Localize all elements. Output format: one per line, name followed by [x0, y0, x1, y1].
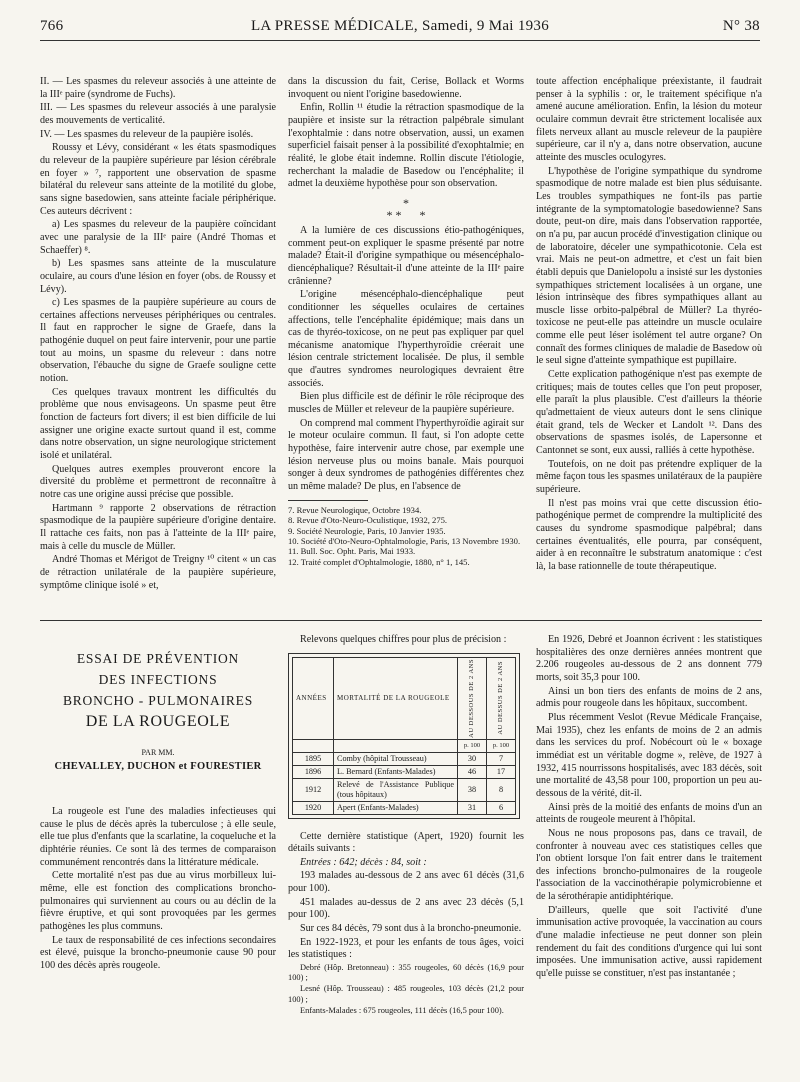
under-2-cell: 30	[458, 752, 487, 765]
paragraph: Cette mortalité n'est pas due au virus morbilleux lui-même, elle est fonction des complications broncho-pulmonaires qui surviennent au cours ou au déclin de la fièvre éruptive, et qui sont provoquées par les germes pathogènes les plus communs.	[40, 870, 276, 932]
paragraph: Nous ne nous proposons pas, dans ce travail, de confronter à nouveau avec ces statistiques celles que l'on obtient lorsque l'on fait entrer dans le traitement des infections broncho-pulmonaires de la rougeole l'association de la vaccinothérapie polymicrobienne et de la sérothérapie antidiphtérique.	[536, 827, 762, 903]
source-cell: L. Bernard (Enfants-Malades)	[334, 765, 458, 778]
col-header-under-2: AU DESSOUS DE 2 ANS	[458, 657, 487, 739]
paragraph: On comprend mal comment l'hyperthyroïdie agirait sur le moteur oculaire commun. Il faut, si l'on adopte cette hypothèse, faire intervenir autre chose, par exemple une lésion nerveuse plus ou moins banale. Mais pourquoi songer à deux syndromes de pathogénies différentes chez un même malade? De plus, en l'absence de	[288, 417, 524, 493]
top-column-2	[288, 76, 524, 616]
table-row	[293, 801, 516, 814]
paragraph: A la lumière de ces discussions étio-pathogéniques, comment peut-on expliquer le spasme présenté par notre malade? Était-il d'origine sympathique ou mésencéphalo-diencéphalique? Résultait-il d'une atteinte de la IIIᵉ paire crânienne?	[288, 224, 524, 287]
top-column-1	[40, 76, 276, 614]
paragraph: c) Les spasmes de la paupière supérieure au cours de certaines affections nerveuses périphériques ou centrales. Il faut en rapprocher le signe de Graefe, dans la pathogénie duquel on peut faire intervenir, pour une partie tout au moins, un spasme du releveur : dans notre observation, l'ébauche du signe de Graefe souligne cette notion.	[40, 297, 276, 385]
article-column-3	[536, 634, 762, 1074]
year-cell: 1896	[293, 765, 334, 778]
paragraph: Roussy et Lévy, considérant « les états spasmodiques du releveur de la paupière supérieure par lésion cérébrale en foyer » ⁷, rapportent une observation de spasme bilatéral du releveur sans atteinte de la motilité du globe, sans signe basedowien, sans atteinte faciale périphérique. Ces auteurs décrivent :	[40, 142, 276, 217]
article-column-1	[40, 806, 276, 1068]
header-rule	[40, 40, 760, 41]
paragraph: II. — Les spasmes du releveur associés à une atteinte de la IIIᵉ paire (syndrome de Fuchs).	[40, 76, 276, 100]
col-header-mortality: MORTALITÉ DE LA ROUGEOLE	[334, 657, 458, 739]
source-cell: Comby (hôpital Trousseau)	[334, 752, 458, 765]
paragraph: Cette dernière statistique (Apert, 1920) fournit les détails suivants :	[288, 830, 524, 855]
paragraph: 451 malades au-dessus de 2 ans avec 23 décès (5,1 pour 100).	[288, 896, 524, 921]
under-2-cell: 31	[458, 801, 487, 814]
table-row	[293, 752, 516, 765]
col-header-over-2: AU DESSUS DE 2 ANS	[487, 657, 516, 739]
paragraph: b) Les spasmes sans atteinte de la musculature oculaire, au cours d'une lésion en foyer (obs. de Roussy et Lévy).	[40, 258, 276, 295]
paragraph: Toutefois, on ne doit pas prétendre expliquer de la même façon tous les spasmes unilatéraux de la paupière supérieure.	[536, 458, 762, 495]
paragraph: L'hypothèse de l'origine sympathique du syndrome spasmodique de notre malade est bien plus séduisante. Les troubles sympathiques ne font-ils pas partie intégrante de la symptomatologie basedowienne? Sans doute, peut-on dire, mais dans l'observation rapportée, on n'a pu, par aucun procédé d'investigation clinique ou de laboratoire, déceler une sympathicotonie. Cela est vrai. Mais ne peut-on admettre, et c'est un fait bien établi depuis que Danielopolu a insisté sur les dystonies sympathiques strictement localisées à un organe, une lésion intrinsèque des fibres sympathiques allant au muscle lisse orbito-palpébral de Müller? La thyréo-toxicose ne peut-elle pas atteindre un muscle oculaire comme elle peut léser isolément tel autre organe? On connaît des formes cliniques de maladie de Basedow où le seul signe d'atteinte sympathique est pupillaire.	[536, 165, 762, 367]
paragraph: Sur ces 84 décès, 79 sont dus à la broncho-pneumonie.	[300, 923, 522, 935]
paragraph: Le taux de responsabilité de ces infections secondaires est élevé, puisque la broncho-pneumonie cause 90 pour 100 des décès après rougeole.	[40, 934, 276, 971]
journal-title: LA PRESSE MÉDICALE, Samedi, 9 Mai 1936	[250, 18, 550, 34]
table-cell	[334, 739, 458, 752]
paragraph: Ces quelques travaux montrent les difficultés du problème que nous envisageons. Un spasme peut être fonction de facteurs fort divers; il est bien difficile de lui assigner une origine exacte surtout quand il est, comme dans notre observation, un signe neurologique strictement isolé et unilatéral.	[40, 386, 276, 462]
footnote: 9. Société Neurologie, Paris, 10 Janvier 1935.	[288, 525, 446, 536]
footnote-rule	[288, 500, 368, 501]
paragraph: En 1926, Debré et Joannon écrivent : les statistiques hospitalières des onze dernières années montrent que 2.206 rougeoles au-dessous de 2 ans donnent 779 morts, soit 35,3 pour 100.	[536, 634, 762, 683]
paragraph: Enfants-Malades : 675 rougeoles, 111 décès (16,5 pour 100).	[300, 1005, 504, 1015]
under-2-cell: 46	[458, 765, 487, 778]
paragraph: Quelques autres exemples prouveront encore la diversité du problème et permettront de reconnaître à notre cas une origine aussi précise que possible.	[40, 463, 276, 500]
paragraph: toute affection encéphalique préexistante, il faudrait penser à la syphilis : or, le traitement spécifique n'a amené aucune amélioration. Enfin, la lésion du moteur oculaire commun devrait être strictement localisée aux filets nerveux allant au muscle releveur de la paupière supérieure, car il n'y a, dans notre observation, aucune atteinte des muscles oculogyres.	[536, 76, 762, 163]
article-heading	[40, 648, 276, 772]
col-header-years: ANNÉES	[293, 657, 334, 739]
article-authors: CHEVALLEY, DUCHON et FOURESTIER	[54, 761, 262, 772]
article-title	[40, 648, 276, 732]
page-header	[40, 18, 760, 40]
paragraph: Ainsi un bon tiers des enfants de moins de 2 ans, admis pour rougeole dans les hôpitaux, succombent.	[536, 685, 762, 710]
footnote: 10. Société d'Oto-Neuro-Ophtalmologie, Paris, 13 Novembre 1930.	[288, 535, 521, 546]
year-cell: 1920	[293, 801, 334, 814]
paragraph: Entrées : 642; décès : 84, soit :	[300, 856, 427, 868]
footnotes	[288, 505, 524, 567]
paragraph: Plus récemment Veslot (Revue Médicale Française, Mai 1935), chez les enfants de moins de 2 an admis dans les services du prof. Nobécourt où le « boxage immédiat est un véritable dogme », relève, de 1927 à 1932, 415 nourrissons hospitalisés, avec 183 décès, soit une mortalité de 43,58 pour 100, proportion un peu au-dessous de la vérité, dit-il.	[536, 711, 762, 799]
footnote: 8. Revue d'Oto-Neuro-Oculistique, 1932, 275.	[288, 515, 448, 526]
paragraph: La rougeole est l'une des maladies infectieuses qui cause le plus de décès après la tuberculose ; à elle seule, elle tue plus d'enfants que la scarlatine, la coqueluche et la diphtérie réunies. Ce sont là des termes de comparaison communément rencontrés dans la littérature médicale.	[40, 806, 276, 868]
paragraph: Il n'est pas moins vrai que cette discussion étio-pathogénique permet de comprendre la multiplicité des causes du syndrome spasmodique palpébral; dans certaines éventualités, elle pourra, par conséquent, aider à en reconnaître le substratum anatomique : c'est là, la base rationnelle de toute thérapeutique.	[536, 497, 762, 572]
paragraph: IV. — Les spasmes du releveur de la paupière isolés.	[40, 128, 254, 140]
paragraph: Debré (Hôp. Bretonneau) : 355 rougeoles, 60 décès (16,9 pour 100) ;	[288, 963, 524, 983]
issue-number: N° 38	[722, 18, 760, 34]
byline: PAR MM.	[141, 748, 175, 757]
over-2-cell: 7	[487, 752, 516, 765]
paragraph: Hartmann ⁹ rapporte 2 observations de rétraction spasmodique de la paupière supérieure d'origine dentaire. Il rattache ces faits, non pas à l'atteinte de la IIIᵉ paire, mais à celle du muscle de Müller.	[40, 502, 276, 552]
source-cell: Apert (Enfants-Malades)	[334, 801, 458, 814]
footnote: 7. Revue Neurologique, Octobre 1934.	[288, 504, 422, 515]
source-cell: Relevé de l'Assistance Publique (tous hôpitaux)	[334, 778, 458, 801]
footnote: 12. Traité complet d'Ophtalmologie, 1880, n° 1, 145.	[288, 556, 470, 567]
page-number: 766	[40, 18, 64, 34]
top-column-3	[536, 76, 762, 616]
unit-cell: p. 100	[458, 739, 487, 752]
article-column-2	[288, 634, 524, 1074]
table-cell	[293, 739, 334, 752]
title-line: DES INFECTIONS	[98, 672, 218, 687]
title-line: BRONCHO - PULMONAIRES	[62, 693, 254, 708]
paragraph: Lesné (Hôp. Trousseau) : 485 rougeoles, 103 décès (21,2 pour 100) ;	[288, 984, 524, 1004]
table-row	[293, 778, 516, 801]
paragraph: L'origine mésencéphalo-diencéphalique peut conditionner les séquelles oculaires de certaines affections, telle l'encéphalite épidémique; mais dans un cas de thyréo-toxicose, on ne peut pas expliquer par quel mécanisme anatomique l'hyperthyroïdie créerait une lésion centrale strictement localisée. De plus, il semble que d'autres syndromes neurologiques devraient être associés.	[288, 289, 524, 389]
paragraph: III. — Les spasmes du releveur associés à une paralysie des mouvements de verticalité.	[40, 102, 276, 126]
paragraph: Cette explication pathogénique n'est pas exempte de critiques; mais de toutes celles que l'on peut proposer, elle paraît la plus plausible. C'est d'ailleurs la théorie qu'admettaient de vieux auteurs dont le sens clinique était grand, tels de Wecker et Landolt ¹². Dans des observations de spasmes isolés, de Lapersonne et Cantonnet se sont, eux aussi, ralliés à cette hypothèse.	[536, 369, 762, 457]
paragraph: D'ailleurs, quelle que soit l'activité d'une immunisation active provoquée, la vaccination au cours d'une maladie infectieuse ne peut donner son plein rendement du fait des conditions d'urgence qui lui sont imposées. Une immunisation active, aussi rapidement qu'elle puisse se constituer, n'est pas instantanée ;	[536, 904, 762, 980]
title-line: ESSAI DE PRÉVENTION	[76, 651, 240, 666]
paragraph: dans la discussion du fait, Cerise, Bollack et Worms invoquent ou nient l'origine basedowienne.	[288, 76, 524, 100]
footnote: 11. Bull. Soc. Opht. Paris, Mai 1933.	[288, 546, 416, 557]
paragraph: a) Les spasmes du releveur de la paupière coïncidant avec une paralysie de la IIIᵉ paire (André Thomas et Schaeffer) ⁸.	[40, 219, 276, 256]
paragraph: En 1922-1923, et pour les enfants de tous âges, voici les statistiques :	[288, 936, 524, 961]
over-2-cell: 8	[487, 778, 516, 801]
title-line: DE LA ROUGEOLE	[85, 713, 231, 730]
table-row	[293, 765, 516, 778]
paragraph: Ainsi près de la moitié des enfants de moins d'un an atteints de rougeole meurent à l'hôpital.	[536, 801, 762, 826]
paragraph: Relevons quelques chiffres pour plus de précision :	[300, 634, 507, 645]
paragraph: André Thomas et Mérigot de Treigny ¹⁰ citent « un cas de rétraction unilatérale de la paupière supérieure, symptôme clinique isolé » et,	[40, 554, 276, 591]
section-separator-stars: * * * *	[386, 195, 426, 222]
paragraph: Bien plus difficile est de définir le rôle réciproque des muscles de Müller et releveur de la paupière supérieure.	[288, 391, 524, 416]
statistics-table	[292, 657, 516, 815]
over-2-cell: 17	[487, 765, 516, 778]
over-2-cell: 6	[487, 801, 516, 814]
year-cell: 1895	[293, 752, 334, 765]
statistics-table-frame	[288, 653, 520, 819]
paragraph: 193 malades au-dessous de 2 ans avec 61 décès (31,6 pour 100).	[288, 870, 524, 895]
paragraph: Enfin, Rollin ¹¹ étudie la rétraction spasmodique de la paupière et insiste sur la rétraction palpébrale simulant l'exophtalmie : dans notre observation, aussi, un examen superficiel faisait penser à la possibilité d'exophtalmie; en réalité, le globe était indemne. Rollin discute l'étiologie, recherchant la maladie de Basedow ou l'encéphalite; il admet la deuxième hypothèse pour son observation.	[288, 102, 524, 190]
unit-cell: p. 100	[487, 739, 516, 752]
year-cell: 1912	[293, 778, 334, 801]
section-divider	[40, 620, 762, 621]
under-2-cell: 38	[458, 778, 487, 801]
